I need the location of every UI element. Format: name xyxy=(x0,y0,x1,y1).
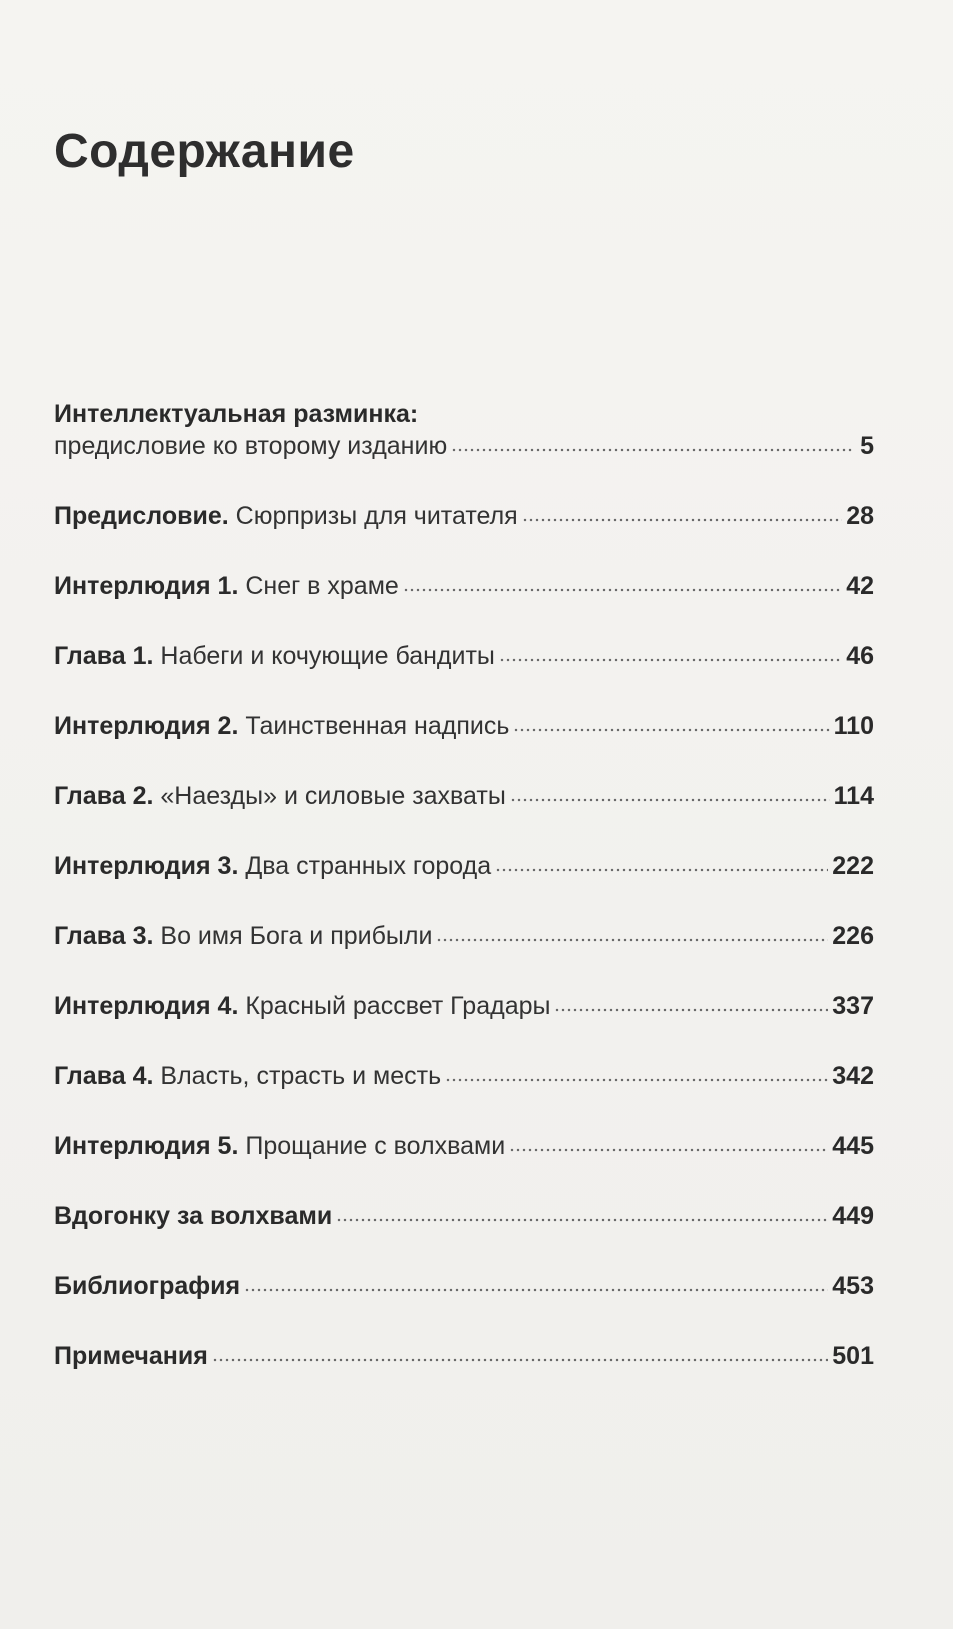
toc-page-number: 449 xyxy=(832,1202,874,1230)
toc-entry-heading: Интеллектуальная разминка: xyxy=(54,400,419,428)
dot-leader xyxy=(451,428,854,452)
toc-entry-label: Глава 2. xyxy=(54,782,154,810)
toc-page-number: 42 xyxy=(846,572,874,600)
toc-entry-text: «Наезды» и силовые захваты xyxy=(160,782,506,810)
dot-leader xyxy=(499,638,842,662)
toc-entry[interactable] xyxy=(54,430,874,462)
toc-page-number: 46 xyxy=(846,642,874,670)
dot-leader xyxy=(244,1268,828,1292)
toc-page-number: 110 xyxy=(833,712,874,740)
toc-page-number: 226 xyxy=(832,922,874,950)
dot-leader xyxy=(495,848,828,872)
dot-leader xyxy=(522,498,843,522)
toc-page-number: 337 xyxy=(832,992,874,1020)
toc-entry-label: Интерлюдия 2. xyxy=(54,712,239,740)
toc-entry-text: Власть, страсть и месть xyxy=(160,1062,442,1090)
toc-entry-label: Глава 1. xyxy=(54,642,154,670)
dot-leader xyxy=(436,918,828,942)
toc-entry-text: Во имя Бога и прибыли xyxy=(160,922,433,950)
toc-page-number: 114 xyxy=(833,782,874,810)
dot-leader xyxy=(554,988,828,1012)
toc-page-number: 5 xyxy=(860,432,874,460)
toc-page-number: 28 xyxy=(846,502,874,530)
toc-entry[interactable] xyxy=(54,1060,874,1092)
toc-entry-text: Прощание с волхвами xyxy=(245,1132,506,1160)
toc-entry-label: Глава 4. xyxy=(54,1062,154,1090)
dot-leader xyxy=(510,778,830,802)
toc-entry-text: Набеги и кочующие бандиты xyxy=(160,642,495,670)
toc-entry-label: Предисловие. xyxy=(54,502,229,530)
toc-entry-text: Два странных города xyxy=(245,852,492,880)
toc-entry-label: Глава 3. xyxy=(54,922,154,950)
toc-page-number: 445 xyxy=(832,1132,874,1160)
table-of-contents xyxy=(54,0,874,1629)
toc-entry[interactable] xyxy=(54,990,874,1022)
toc-entry-text: Красный рассвет Градары xyxy=(245,992,551,1020)
toc-entry[interactable] xyxy=(54,500,874,532)
toc-entry-label: Вдогонку за волхвами xyxy=(54,1202,333,1230)
toc-entry-label: Интерлюдия 5. xyxy=(54,1132,239,1160)
toc-entry-label: Интерлюдия 1. xyxy=(54,572,239,600)
toc-page-number: 501 xyxy=(832,1342,874,1370)
toc-entry[interactable] xyxy=(54,640,874,672)
page-title: Содержание xyxy=(54,125,355,178)
dot-leader xyxy=(336,1198,828,1222)
toc-entry-label: Интерлюдия 4. xyxy=(54,992,239,1020)
toc-entry[interactable] xyxy=(54,710,874,742)
toc-page-number: 222 xyxy=(832,852,874,880)
toc-entry-label: Примечания xyxy=(54,1342,208,1370)
toc-entry[interactable] xyxy=(54,570,874,602)
toc-entry-label: Библиография xyxy=(54,1272,241,1300)
dot-leader xyxy=(509,1128,828,1152)
toc-entry-text: Сюрпризы для читателя xyxy=(235,502,518,530)
dot-leader xyxy=(445,1058,828,1082)
toc-entry-text: Снег в храме xyxy=(245,572,399,600)
toc-entry[interactable] xyxy=(54,1340,874,1372)
toc-entry[interactable] xyxy=(54,920,874,952)
toc-page-number: 342 xyxy=(832,1062,874,1090)
toc-entry-text: предисловие ко второму изданию xyxy=(54,432,448,460)
toc-entry[interactable] xyxy=(54,850,874,882)
toc-entry[interactable] xyxy=(54,1270,874,1302)
toc-entry[interactable] xyxy=(54,780,874,812)
dot-leader xyxy=(403,568,842,592)
toc-entry-label: Интерлюдия 3. xyxy=(54,852,239,880)
toc-entry[interactable] xyxy=(54,1200,874,1232)
toc-page-number: 453 xyxy=(832,1272,874,1300)
dot-leader xyxy=(212,1338,828,1362)
dot-leader xyxy=(513,708,829,732)
toc-entry-text: Таинственная надпись xyxy=(245,712,510,740)
toc-entry[interactable] xyxy=(54,1130,874,1162)
